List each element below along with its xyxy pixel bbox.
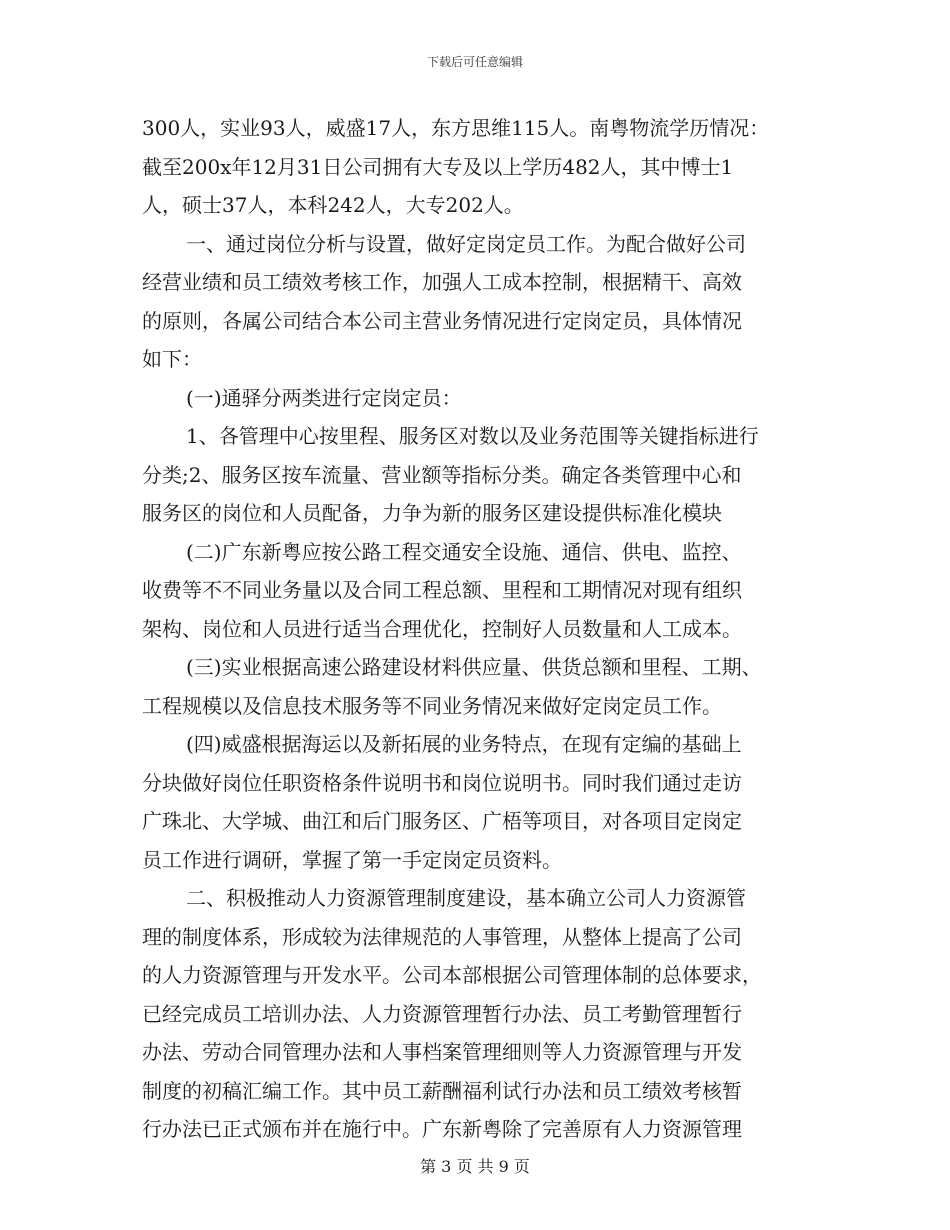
- page-header: 下载后可任意编辑: [426, 55, 523, 69]
- text-line: 行办法已正式颁布并在施行中。广东新粤除了完善原有人力资源管理: [142, 1117, 742, 1141]
- text-line: 员工作进行调研，掌握了第一手定岗定员资料。: [142, 847, 562, 872]
- text-line: 广珠北、大学城、曲江和后门服务区、广梧等项目，对各项目定岗定: [142, 809, 742, 833]
- text-line: 的原则，各属公司结合本公司主营业务情况进行定岗定员，具体情况: [142, 308, 742, 333]
- text-line: 架构、岗位和人员进行适当合理优化，控制好人员数量和人工成本。: [142, 616, 742, 641]
- text-line: 300人，实业93人，威盛17人，东方思维115人。南粤物流学历情况：: [142, 116, 770, 140]
- document-body: [142, 116, 810, 1156]
- text-line: 的人力资源管理与开发水平。公司本部根据公司管理体制的总体要求，: [142, 963, 762, 987]
- paragraph-first-line: 一、通过岗位分析与设置，做好定岗定员工作。为配合做好公司: [186, 231, 746, 256]
- text-line: 办法、劳动合同管理办法和人事档案管理细则等人力资源管理与开发: [142, 1040, 742, 1064]
- text-line: 分块做好岗位任职资格条件说明书和岗位说明书。同时我们通过走访: [142, 770, 742, 795]
- paragraph-first-line: (四)威盛根据海运以及新拓展的业务特点，在现有定编的基础上: [186, 732, 742, 756]
- text-line: 经营业绩和员工绩效考核工作，加强人工成本控制，根据精干、高效: [142, 270, 742, 294]
- text-line: 理的制度体系，形成较为法律规范的人事管理，从整体上提高了公司: [142, 924, 742, 949]
- paragraph-first-line: 1、各管理中心按里程、服务区对数以及业务范围等关键指标进行: [186, 424, 759, 448]
- paragraph-first-line: (三)实业根据高速公路建设材料供应量、供货总额和里程、工期、: [186, 655, 762, 679]
- paragraph-first-line: (二)广东新粤应按公路工程交通安全设施、通信、供电、监控、: [186, 539, 742, 564]
- text-line: 服务区的岗位和人员配备，力争为新的服务区建设提供标准化模块: [142, 501, 722, 525]
- paragraph-first-line: 二、积极推动人力资源管理制度建设，基本确立公司人力资源管: [186, 886, 746, 910]
- text-line: 截至200x年12月31日公司拥有大专及以上学历482人，其中博士1: [142, 154, 734, 179]
- text-line: 分类;2、服务区按车流量、营业额等指标分类。确定各类管理中心和: [142, 462, 742, 487]
- text-line: 如下：: [142, 347, 202, 371]
- page-number: 第 3 页 共 9 页: [420, 1157, 530, 1176]
- text-line: 制度的初稿汇编工作。其中员工薪酬福利试行办法和员工绩效考核暂: [142, 1078, 742, 1103]
- text-line: 工程规模以及信息技术服务等不同业务情况来做好定岗定员工作。: [142, 693, 722, 718]
- text-line: 人，硕士37人，本科242人，大专202人。: [142, 193, 524, 217]
- paragraph-first-line: (一)通驿分两类进行定岗定员：: [186, 385, 462, 410]
- text-line: 已经完成员工培训办法、人力资源管理暂行办法、员工考勤管理暂行: [142, 1001, 742, 1026]
- text-line: 收费等不不同业务量以及合同工程总额、里程和工期情况对现有组织: [142, 578, 742, 602]
